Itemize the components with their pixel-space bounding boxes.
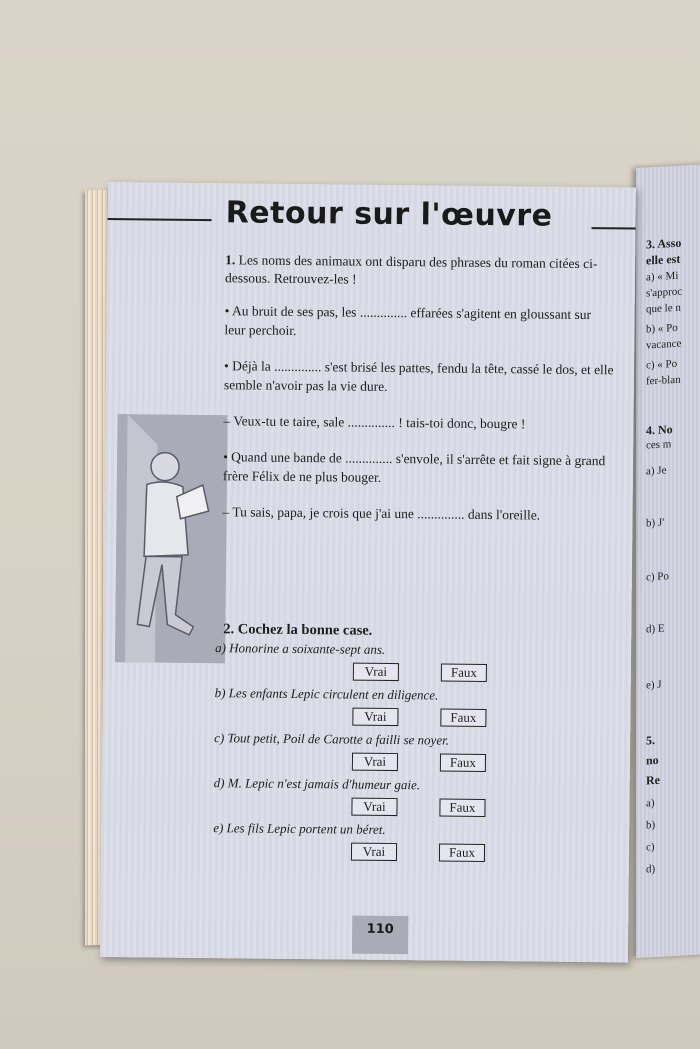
facing-page-line: b) « Po — [646, 321, 678, 336]
facing-page-line: c) Po — [646, 570, 669, 584]
facing-page-line: no — [646, 752, 659, 768]
facing-page-line: que le n — [646, 301, 681, 316]
facing-page-line: a) Je — [646, 464, 667, 478]
q1-instruction — [225, 251, 615, 291]
book-page — [100, 182, 636, 962]
facing-page-line: c) — [646, 841, 655, 854]
facing-page — [636, 164, 700, 958]
facing-page-line: d) — [646, 862, 656, 876]
q2-choices — [351, 798, 613, 819]
q1-sentence: • Déjà la .............. s'est brisé les pattes, fendu la tête, cassé le dos, et elle semble n'avoir pas la vie dure. — [223, 358, 614, 394]
false-checkbox[interactable]: Faux — [439, 844, 485, 862]
facing-page-line: 3. Asso — [646, 235, 682, 252]
facing-page-line: a) « Mi — [646, 269, 679, 284]
true-checkbox[interactable]: Vrai — [351, 798, 397, 816]
facing-page-line: Re — [646, 772, 660, 788]
q1-sentence: – Veux-tu te taire, sale .............. ! tais-toi donc, bougre ! — [223, 413, 526, 432]
q2-item: e) Les fils Lepic portent un béret. — [213, 820, 386, 837]
boy-reading-illustration — [115, 414, 228, 663]
q2-heading: 2. Cochez la bonne case. — [223, 621, 373, 639]
true-checkbox[interactable]: Vrai — [352, 708, 398, 726]
question-2 — [213, 621, 616, 869]
facing-page-line: a) — [646, 797, 655, 810]
facing-page-line: b) — [646, 818, 656, 832]
facing-page-line: elle est — [646, 251, 681, 268]
facing-page-line: vacance — [646, 337, 682, 352]
false-checkbox[interactable]: Faux — [440, 754, 486, 772]
q1-number: 1. — [225, 252, 236, 268]
q2-item: d) M. Lepic n'est jamais d'humeur gaie. — [213, 775, 421, 793]
facing-page-line: fer-blan — [646, 373, 681, 388]
question-1 — [222, 251, 615, 542]
q1-sentence: • Au bruit de ses pas, les .............. effarées s'agitent en gloussant sur leur perchoir. — [224, 303, 592, 338]
false-checkbox[interactable]: Faux — [440, 709, 486, 727]
facing-page-line: c) « Po — [646, 357, 678, 372]
title-rule-left — [108, 218, 212, 221]
q2-choices — [352, 708, 614, 729]
false-checkbox[interactable]: Faux — [441, 664, 487, 682]
q2-item: c) Tout petit, Poil de Carotte a failli se noyer. — [214, 730, 450, 748]
false-checkbox[interactable]: Faux — [439, 799, 485, 817]
facing-page-line: b) J' — [646, 516, 665, 530]
q2-item: a) Honorine a soixante-sept ans. — [215, 640, 386, 657]
page-title: Retour sur l'œuvre — [225, 195, 553, 234]
facing-page-line: 4. No — [646, 422, 673, 438]
true-checkbox[interactable]: Vrai — [351, 843, 397, 861]
facing-page-line: d) E — [646, 622, 665, 636]
title-rule-right — [592, 227, 636, 229]
q1-sentence: • Quand une bande de .............. s'envole, il s'arrête et fait signe à grand frère Félix de ne plus bouger. — [222, 449, 606, 485]
q2-choices — [353, 663, 615, 684]
facing-page-line: 5. — [646, 733, 655, 748]
true-checkbox[interactable]: Vrai — [352, 753, 398, 771]
illustration — [115, 414, 228, 663]
true-checkbox[interactable]: Vrai — [353, 663, 399, 681]
q2-choices — [351, 843, 613, 864]
q2-choices — [352, 753, 614, 774]
q2-item: b) Les enfants Lepic circulent en diligence. — [214, 685, 439, 703]
facing-page-line: s'approc — [646, 285, 683, 300]
q1-instruction-text: Les noms des animaux ont disparu des phrases du roman citées ci-dessous. Retrouvez-les ! — [224, 252, 598, 287]
facing-page-line: ces m — [646, 438, 672, 452]
q1-sentence: – Tu sais, papa, je crois que j'ai une .............. dans l'oreille. — [222, 504, 541, 523]
page-number: 110 — [352, 916, 408, 955]
facing-page-line: e) J — [646, 678, 662, 692]
